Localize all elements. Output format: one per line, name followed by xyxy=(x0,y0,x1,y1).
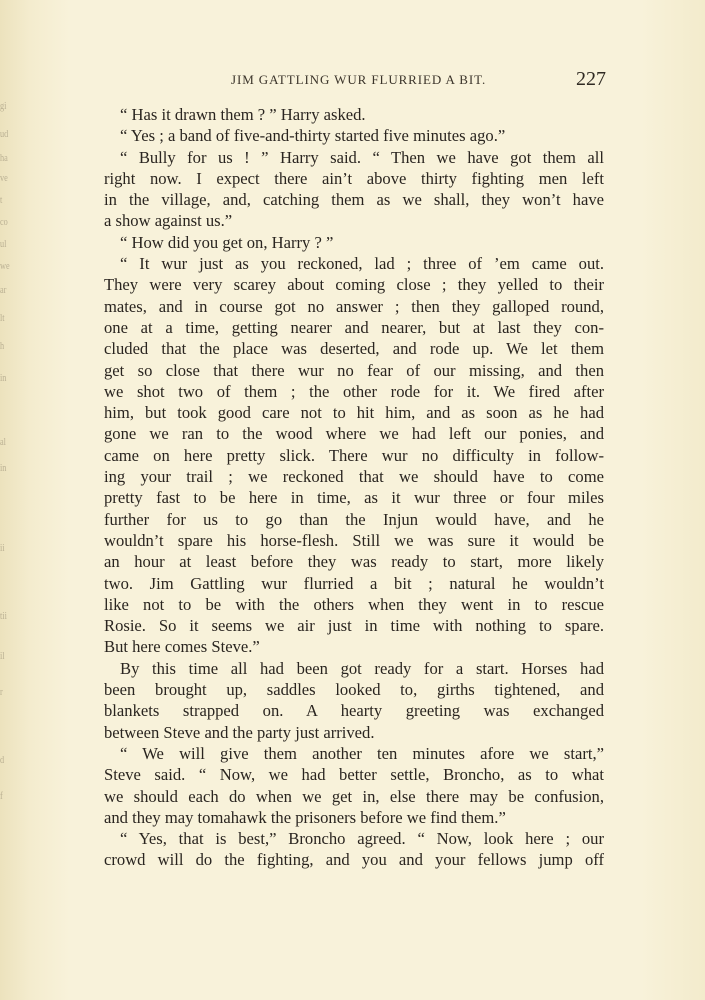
running-head: JIM GATTLING WUR FLURRIED A BIT. xyxy=(231,72,487,87)
page-number: 227 xyxy=(576,68,606,90)
text-line: between Steve and the party just arrived. xyxy=(104,722,375,742)
text-line: and they may tomahawk the prisoners before we find them.” xyxy=(104,807,506,827)
text-line: gone we ran to the wood where we had left our ponies, and xyxy=(104,424,604,444)
text-line: right now. I expect there ain’t above thirty fighting men left xyxy=(104,168,604,188)
text-line: “ It wur just as you reckoned, lad ; three of ’em came out. xyxy=(120,254,604,274)
text-line: Rosie. So it seems we air just in time with nothing to spare. xyxy=(104,616,604,636)
text-line: in the village, and, catching them as we shall, they won’t have xyxy=(104,190,604,210)
body-text xyxy=(104,104,604,871)
text-line: “ Yes ; a band of five-and-thirty started five minutes ago.” xyxy=(120,126,506,146)
text-line: “ How did you get on, Harry ? ” xyxy=(120,232,334,252)
text-line: pretty fast to be here in time, as it wur three or four miles xyxy=(104,488,604,508)
text-line: They were very scarey about coming close ; they yelled to their xyxy=(104,275,604,295)
text-line: “ Yes, that is best,” Broncho agreed. “ Now, look here ; our xyxy=(120,829,604,849)
text-line: “ Has it drawn them ? ” Harry asked. xyxy=(120,105,366,124)
text-line: Steve said. “ Now, we had better settle, Broncho, as to what xyxy=(104,765,604,785)
text-line: But here comes Steve.” xyxy=(104,637,260,657)
text-line: a show against us.” xyxy=(104,211,233,231)
text-line: we should each do when we get in, else there may be confusion, xyxy=(104,786,604,806)
text-line: came on here pretty slick. There wur no difficulty in follow- xyxy=(104,445,604,465)
text-line: wouldn’t spare his horse-flesh. Still we was sure it would be xyxy=(104,530,604,550)
text-line: “ We will give them another ten minutes afore we start,” xyxy=(120,743,604,763)
text-line: cluded that the place was deserted, and rode up. We let them xyxy=(104,339,604,359)
text-line: an hour at least before they was ready to start, more likely xyxy=(104,552,604,572)
text-line: blankets strapped on. A hearty greeting was exchanged xyxy=(104,701,604,721)
text-line: one at a time, getting nearer and nearer, but at last they con- xyxy=(104,317,604,337)
text-line: him, but took good care not to hit him, and as soon as he had xyxy=(104,403,604,423)
text-line: been brought up, saddles looked to, girths tightened, and xyxy=(104,680,604,700)
text-line: like not to be with the others when they went in to rescue xyxy=(104,594,604,614)
text-line: we shot two of them ; the other rode for it. We fired after xyxy=(104,381,604,401)
text-line: “ Bully for us ! ” Harry said. “ Then we have got them all xyxy=(120,147,604,167)
text-line: By this time all had been got ready for a start. Horses had xyxy=(120,658,604,678)
text-line: crowd will do the fighting, and you and your fellows jump off xyxy=(104,850,604,870)
facing-page-bleed-through: gi ud ha ve t co ul we ar lt h in al in ii tii il r d f xyxy=(0,100,10,802)
text-line: further for us to go than the Injun would have, and he xyxy=(104,509,604,529)
text-line: get so close that there wur no fear of our missing, and then xyxy=(104,360,604,380)
text-line: mates, and in course got no answer ; then they galloped round, xyxy=(104,296,604,316)
text-line: ing your trail ; we reckoned that we should have to come xyxy=(104,467,604,487)
text-line: two. Jim Gattling wur flurried a bit ; natural he wouldn’t xyxy=(104,573,604,593)
page-header xyxy=(104,68,606,94)
